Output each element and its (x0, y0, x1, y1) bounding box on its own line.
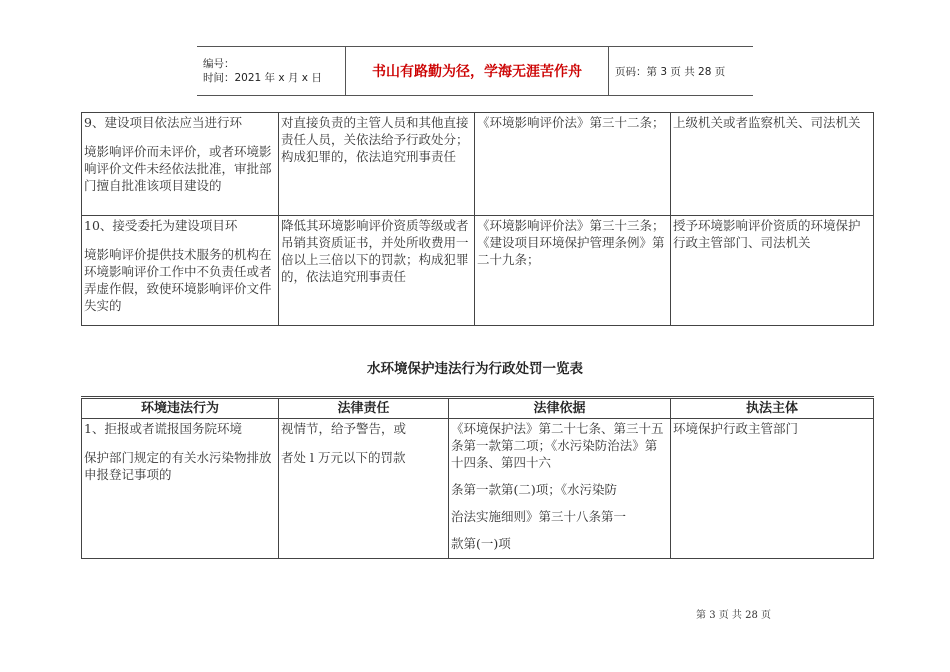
header-motto: 书山有路勤为径，学海无涯苦作舟 (346, 47, 609, 96)
column-header-liability: 法律责任 (279, 398, 449, 419)
liability-cell (279, 419, 449, 559)
authority-cell: 授予环境影响评价资质的环境保护行政主管部门、司法机关 (671, 216, 874, 326)
liability-text-line: 视情节，给予警告，或 (281, 421, 407, 436)
violation-cell (82, 216, 279, 326)
violation-text-line: 10、接受委托为建设项目环 (84, 218, 238, 233)
header-meta (197, 47, 346, 96)
authority-cell: 环境保护行政主管部门 (671, 419, 874, 559)
liability-text-line: 者处 l 万元以下的罚款 (281, 450, 406, 465)
code-label: 编号： (203, 58, 235, 70)
violation-cell (82, 113, 279, 216)
time-label: 时间：2021 年 x 月 x 日 (203, 72, 322, 84)
penalty-table-water (81, 396, 874, 559)
violation-text-line: 9、建设项目依法应当进行环 (84, 115, 242, 130)
table-row (82, 113, 874, 216)
liability-cell: 对直接负责的主管人员和其他直接责任人员，关依法给予行政处分；构成犯罪的，依法追究刑事责任 (279, 113, 475, 216)
legal-basis-text-line: 条第一款第(二)项；《水污染防 (451, 482, 618, 497)
violation-text: 保护部门规定的有关水污染物排放申报登记事项的 (84, 450, 272, 482)
column-header-violation: 环境违法行为 (82, 398, 279, 419)
legal-basis-cell: 《环境影响评价法》第三十三条；《建设项目环境保护管理条例》第二十九条； (475, 216, 671, 326)
legal-basis-cell: 《环境影响评价法》第三十二条； (475, 113, 671, 216)
column-header-authority: 执法主体 (671, 398, 874, 419)
violation-cell (82, 419, 279, 559)
penalty-table-eia (81, 112, 874, 326)
legal-basis-cell (449, 419, 671, 559)
violation-text: 境影响评价而未评价，或者环境影响评价文件未经依法批准，审批部门擅自批准该项目建设的 (84, 144, 272, 193)
column-header-basis: 法律依据 (449, 398, 671, 419)
liability-cell: 降低其环境影响评价资质等级或者吊销其资质证书，并处所收费用一倍以上三倍以下的罚款；构成犯罪的，依法追究刑事责任 (279, 216, 475, 326)
table-header-row (82, 398, 874, 419)
section-title: 水环境保护违法行为行政处罚一览表 (367, 361, 583, 377)
page-footer: 第 3 页 共 28 页 (696, 610, 771, 621)
legal-basis-text: 《环境保护法》第二十七条、第三十五条第一款第二项；《水污染防治法》第十四条、第四十六 (451, 421, 664, 470)
table-row (82, 216, 874, 326)
authority-cell: 上级机关或者监察机关、司法机关 (671, 113, 874, 216)
legal-basis-text-line: 款第(一)项 (451, 536, 511, 551)
table-row (82, 419, 874, 559)
header-page-label: 页码：第 3 页 共 28 页 (609, 47, 754, 96)
legal-basis-text-line: 治法实施细则》第三十八条第一 (451, 509, 627, 524)
violation-text-line: 1、拒报或者谎报国务院环境 (84, 421, 242, 436)
document-header (197, 46, 753, 96)
violation-text: 境影响评价提供技术服务的机构在环境影响评价工作中不负责任或者弄虚作假，致使环境影响评价文件失实的 (84, 247, 272, 313)
